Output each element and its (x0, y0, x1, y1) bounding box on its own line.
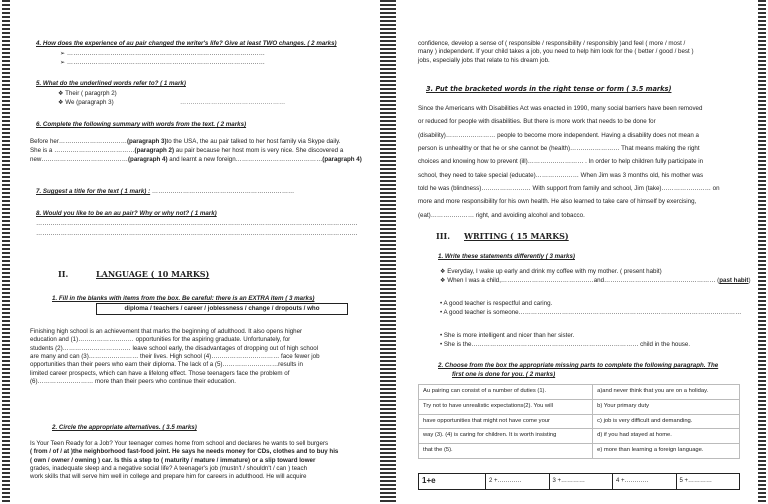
question-8-title: 8. Would you like to be an au pair? Why or why not? ( 1 mark) (36, 210, 217, 217)
statement: • A good teacher is respectful and caring. (440, 300, 553, 307)
passage-line: Since the Americans with Disabilities Act was enacted in 1990, many social barriers have been removed (418, 105, 703, 112)
section-2-title: LANGUAGE ( 10 MARKS) (96, 269, 210, 279)
passage-line: grades, inadequate sleep and a negative social life? A teenager's job (mustn't / shouldn't / can ) teach (30, 465, 308, 473)
right-page (418, 0, 751, 504)
question-7: 7. Suggest a title for the text ( 1 mark) : …………………………………………………………… (36, 188, 295, 195)
center-border-right (388, 0, 396, 504)
passage-line: many ) independent. If your child takes a job, you need to help him look for the ( better / good / best ) (418, 48, 694, 56)
statement-blank[interactable]: • She is the……………………………………………………………………… child in the house. (440, 341, 691, 348)
statement: ❖ Everyday, I wake up early and drink my coffee with my mother. ( present habit) (440, 268, 662, 275)
passage-line: ( from / of / at )the neighborhood fast-food joint. He says he needs money for CDs, clothes and to buy his (30, 448, 339, 456)
passage-line: choices and knowing how to prevent (ill)……………………… . In order to help children fully participate in (418, 158, 704, 166)
answer-line[interactable]: …………………………………………… (180, 99, 286, 106)
table-row: that the (5). e) more than learning a foreign language. (419, 444, 740, 459)
statement-blank[interactable]: • A good teacher is someone……………………………………………………………………………………………… (440, 309, 742, 316)
answer-cell[interactable]: 2 +………… (486, 474, 550, 490)
statement: • She is more intelligent and nicer than her sister. (440, 332, 575, 339)
passage-line: school, they need to take special (educate)………………… When Jim was 3 months old, his mother was (418, 171, 704, 179)
section-2-number: II. (58, 269, 69, 279)
passage-line: Finishing high school is an achievement that marks the beginning of adulthood. It also opens higher (30, 328, 303, 335)
exercise-1-title: 1. Fill in the blanks with items from the box. Be careful: there is an EXTRA item ( 3 marks) (52, 295, 315, 302)
passage-1 (30, 328, 362, 387)
passage-line: (eat)………………… right, and avoiding alcohol and tobacco. (418, 211, 585, 219)
table-row: Try not to have unrealistic expectations(2). You will b) Your primary duty (419, 399, 740, 414)
passage-line: students (2)…………………………… leave school early, the disadvantages of dropping out of high school (30, 344, 319, 352)
exercise-2-title: 2. Circle the appropriate alternatives. ( 3.5 marks) (52, 424, 197, 431)
table-row: have opportunities that might not have come your c) job is very difficult and demanding. (419, 414, 740, 429)
passage-line: are many and can (3)…………………… their lives. High school (4)…………………………… face fewer job (30, 353, 320, 361)
summary-line: new……………………………………(paragraph 4) and learnt a new foreign……………………………………(paragraph 4) (30, 156, 362, 163)
summary-line: Before her……………………………(paragraph 3)to the USA, the au pair talked to her host family via Skype daily. (30, 138, 341, 145)
passage-line: (disability)…………………… people to become more independent. Having a disability does not mean a (418, 131, 699, 139)
table-row (419, 474, 740, 490)
table-row: way (3). (4) is caring for children. It is worth insisting d) if you had stayed at home. (419, 429, 740, 444)
section-3-title: WRITING ( 15 MARKS) (464, 231, 569, 241)
passage-line: jobs, especially jobs that relate to his dream job. (418, 56, 550, 64)
question-6-title: 6. Complete the following summary with words from the text. ( 2 marks) (36, 121, 247, 128)
answer-table (418, 473, 740, 490)
passage-3 (418, 102, 743, 222)
answer-cell[interactable]: 3 +………… (549, 474, 613, 490)
matching-table (418, 384, 740, 459)
summary-line: She is a …………………………………(paragraph 2) au pair because her host mom is very nice. She discovered a (30, 147, 344, 154)
passage-2 (30, 440, 362, 482)
passage-line: told he was (blindness)…………………… With support from family and school, Jim (take)…………………… on (418, 184, 720, 192)
question-5-title: 5. What do the underlined words refer to? ( 1 mark) (36, 80, 186, 87)
right-border (758, 0, 766, 504)
passage-line: work skills that will serve him well in college and prepare him for careers in adulthood. He will acquire (30, 473, 307, 481)
table-row: Au pairing can consist of a number of duties (1). a)and never think that you are on a holiday. (419, 385, 740, 400)
answer-line[interactable]: ………………………………………………………………………………………………………………………………………… (36, 230, 358, 237)
passage-line: or reduced for people with disabilities. But there is more work that needs to be done for (418, 118, 656, 126)
passage-line: more and more responsibility for his own health. He also learned to take care of himself by exercising, (418, 198, 697, 206)
center-border-left (380, 0, 388, 504)
passage-line: person is unhealthy or that he or she cannot be (health)…………………… That means making the right (418, 144, 700, 152)
answer-line[interactable]: ………………………………………………………………………………………………………………………………………… (36, 220, 358, 227)
question-5-item: ❖ Their ( paragrph 2) (58, 90, 117, 97)
answer-cell[interactable]: 4 +………… (613, 474, 677, 490)
passage-line: confidence, develop a sense of ( responsible / responsibility / responsibly )and feel ( more / most / (418, 40, 686, 47)
section-3-number: III. (436, 231, 451, 241)
answer-cell[interactable]: 5 +………… (676, 474, 740, 490)
answer-line[interactable]: ➢ …………………………………………………………………………………… (60, 59, 265, 66)
passage-line: Is Your Teen Ready for a Job? Your teenager comes home from school and declares he wants to sell burgers (30, 440, 329, 447)
left-border (2, 0, 10, 504)
writing-2-title: 2. Choose from the box the appropriate missing parts to complete the following paragraph. The (438, 362, 719, 369)
passage-line: (6)……………………… more than their peers who continue their education. (30, 378, 236, 386)
writing-2-title-cont: first one is done for you. ( 2 marks) (452, 371, 556, 378)
question-5-item: ❖ We (paragraph 3) (58, 99, 114, 106)
answer-cell: 1+e (419, 474, 486, 490)
passage-line: education and (1)……………………… opportunities for the aspiring graduate. Unfortunately, for (30, 336, 291, 344)
answer-line[interactable]: ➢ …………………………………………………………………………………… (60, 50, 265, 57)
passage-2-continued (418, 40, 743, 65)
exercise-3-title: 3. Put the bracketed words in the right tense or form ( 3.5 marks) (426, 85, 672, 93)
writing-1-title: 1. Write these statements differently ( 3 marks) (438, 253, 575, 260)
left-page (30, 0, 360, 504)
word-box: diploma / teachers / career / joblessness / change / dropouts / who (96, 303, 348, 315)
passage-line: limited career prospects, which can have a lifelong effect. Those teenagers face the problem of (30, 369, 290, 377)
question-4-title: 4. How does the experience of au pair changed the writer's life? Give at least TWO changes. ( 2 marks) (36, 40, 337, 47)
statement-blank[interactable]: ❖ When I was a child,………………………………………and……………………………………………… (past habit) (440, 277, 751, 284)
passage-line: ( own / owner / owning ) car. Is this a step to ( maturity / mature / immature) or a slip toward lower (30, 456, 316, 464)
passage-line: opportunities than their peers who earn their diploma. The lack of a (5)………………………results in (30, 361, 303, 369)
